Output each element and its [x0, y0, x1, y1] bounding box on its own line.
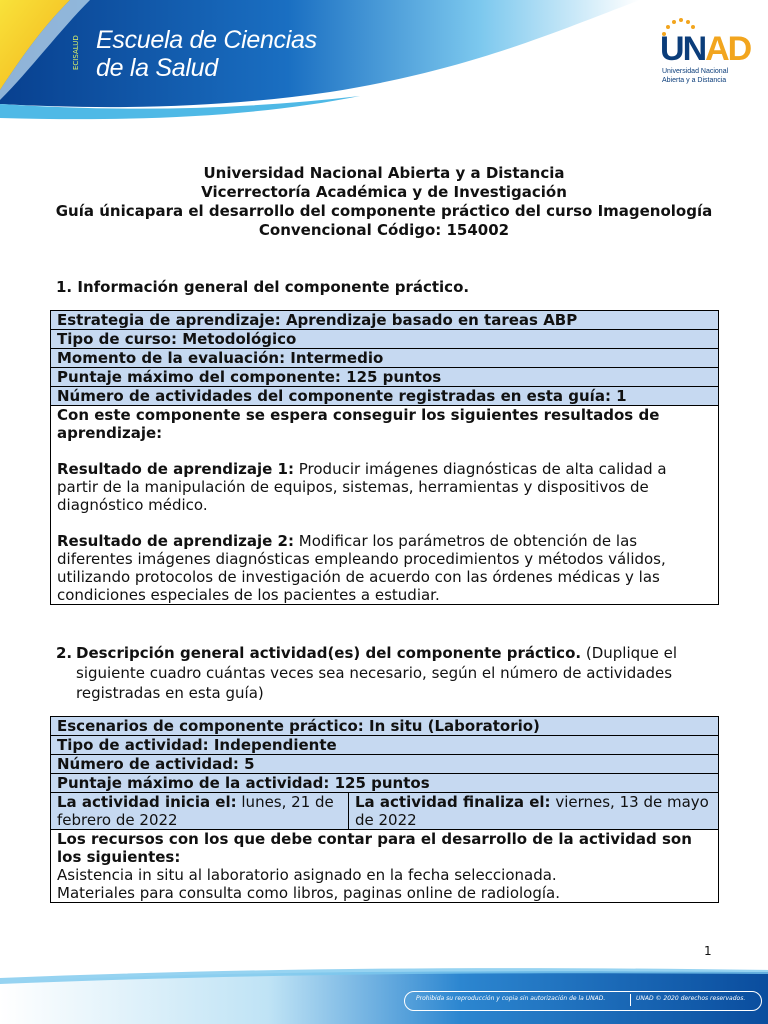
activity-table — [50, 716, 719, 903]
resources-label: Los recursos con los que debe contar para el desarrollo de la actividad son los siguientes: — [57, 830, 692, 866]
unad-logo — [660, 18, 750, 88]
section-2-heading-text — [76, 643, 726, 703]
title-line-1: Universidad Nacional Abierta y a Distancia — [203, 164, 565, 182]
resources-cell — [51, 830, 719, 903]
table-row — [51, 406, 719, 605]
table-cell: Momento de la evaluación: Intermedio — [51, 349, 719, 368]
logo-wordmark — [660, 30, 750, 69]
end-label: La actividad finaliza el: — [355, 793, 551, 811]
footer-copyright: UNAD © 2020 derechos reservados. — [636, 995, 746, 1002]
logo-letters-ad: AD — [705, 30, 751, 68]
section-2-title: Descripción general actividad(es) del componente práctico. — [76, 644, 582, 662]
footer-divider — [630, 994, 631, 1006]
title-line-4: Convencional Código: 154002 — [258, 221, 510, 239]
general-info-table — [50, 310, 719, 605]
start-value: lunes, 21 de febrero de 2022 — [57, 793, 334, 829]
outcome-1 — [57, 460, 712, 514]
document-title — [40, 164, 728, 240]
table-cell: Número de actividad: 5 — [51, 755, 719, 774]
section-2-heading — [56, 643, 726, 703]
table-row — [51, 717, 719, 736]
section-2-number: 2. — [56, 644, 73, 662]
table-row — [51, 774, 719, 793]
title-line-3: Guía únicapara el desarrollo del componente práctico del curso Imagenología — [55, 202, 713, 220]
outcomes-intro: Con este componente se espera conseguir los siguientes resultados de aprendizaje: — [57, 406, 660, 442]
logo-subtitle-1: Universidad Nacional — [662, 68, 729, 75]
table-row — [51, 368, 719, 387]
page-header — [0, 0, 768, 120]
section-1-heading: 1. Información general del componente práctico. — [56, 278, 470, 296]
logo-letter-n: N — [682, 30, 706, 68]
page-number: 1 — [704, 944, 712, 958]
resource-item: Materiales para consulta como libros, paginas online de radiología. — [57, 884, 560, 902]
school-title-line1: Escuela de Ciencias — [96, 26, 317, 54]
outcome-2-label: Resultado de aprendizaje 2: — [57, 532, 294, 550]
logo-letter-u: U — [660, 30, 683, 68]
table-row — [51, 311, 719, 330]
school-title — [96, 26, 317, 82]
activity-start-cell — [51, 793, 349, 830]
logo-subtitle-2: Abierta y a Distancia — [662, 77, 727, 84]
table-cell: Tipo de actividad: Independiente — [51, 736, 719, 755]
outcome-1-text: Producir imágenes diagnósticas de alta calidad a partir de la manipulación de equipos, sistemas, herramientas y dispositivos de diagnóstico médico. — [57, 460, 667, 514]
outcome-1-label: Resultado de aprendizaje 1: — [57, 460, 294, 478]
school-title-line2: de la Salud — [96, 54, 218, 82]
table-cell: Puntaje máximo de la actividad: 125 puntos — [51, 774, 719, 793]
end-value: viernes, 13 de mayo de 2022 — [355, 793, 709, 829]
title-line-2: Vicerrectoría Académica y de Investigación — [201, 183, 567, 201]
table-row — [51, 736, 719, 755]
table-cell: Estrategia de aprendizaje: Aprendizaje basado en tareas ABP — [51, 311, 719, 330]
table-cell: Puntaje máximo del componente: 125 puntos — [51, 368, 719, 387]
table-cell: Tipo de curso: Metodológico — [51, 330, 719, 349]
table-row — [51, 330, 719, 349]
outcome-2 — [57, 532, 712, 604]
vertical-label: ECISALUD — [72, 35, 80, 70]
activity-end-cell — [349, 793, 719, 830]
section-2-note: (Duplique el siguiente cuadro cuántas veces sea necesario, según el número de actividades registradas en esta guía) — [76, 644, 678, 702]
table-row — [51, 387, 719, 406]
table-row — [51, 755, 719, 774]
learning-outcomes-cell — [51, 406, 719, 605]
resource-item: Asistencia in situ al laboratorio asignado en la fecha seleccionada. — [57, 866, 557, 884]
table-row — [51, 793, 719, 830]
table-row — [51, 830, 719, 903]
outcome-2-text: Modificar los parámetros de obtención de las diferentes imágenes diagnósticas empleando procedimientos y métodos válidos, utilizando protocolos de investigación de acuerdo con las órdenes médicas y las condiciones especiales de los pacientes a estudiar. — [57, 532, 666, 604]
footer-notice: Prohibida su reproducción y copia sin autorización de la UNAD. — [416, 995, 606, 1002]
table-cell: Escenarios de componente práctico: In situ (Laboratorio) — [51, 717, 719, 736]
table-cell: Número de actividades del componente registradas en esta guía: 1 — [51, 387, 719, 406]
table-row — [51, 349, 719, 368]
start-label: La actividad inicia el: — [57, 793, 237, 811]
